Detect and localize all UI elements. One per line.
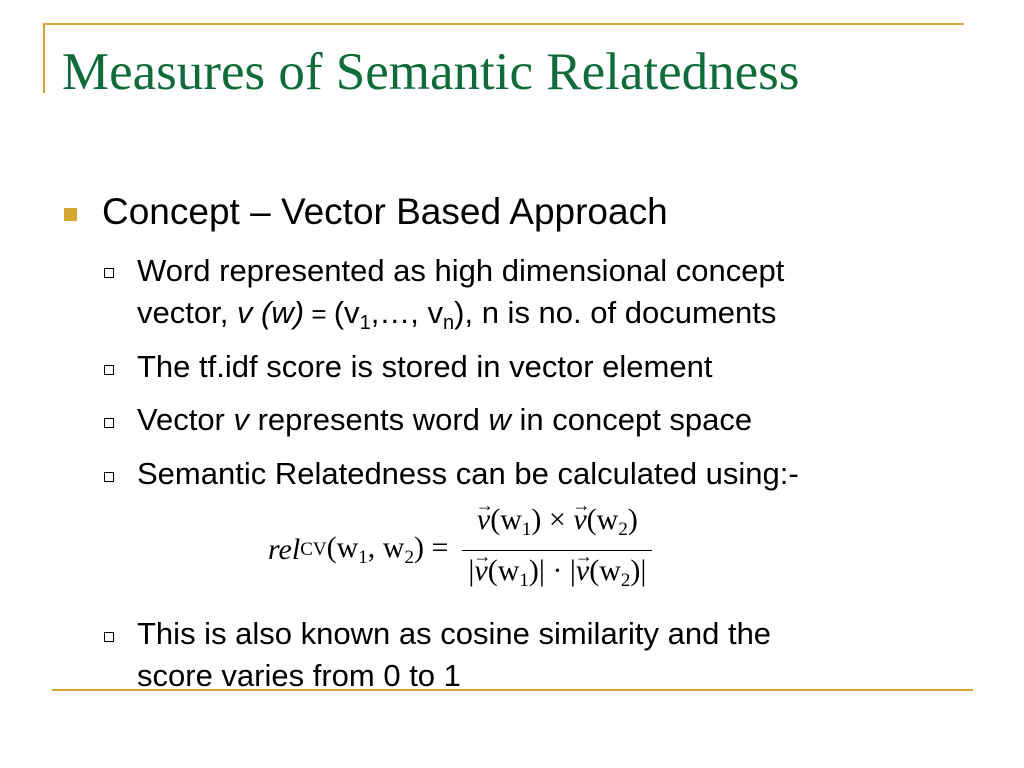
bottom-rule — [52, 689, 973, 691]
text-run: (w — [326, 531, 359, 564]
text-run-italic: v — [233, 402, 249, 437]
vector-symbol: → v — [576, 551, 589, 591]
bullet-line-1: This is also known as cosine similarity and the — [137, 616, 772, 651]
text-run: (w — [589, 553, 621, 587]
bullet-line-2 — [137, 292, 784, 335]
formula-numerator — [471, 500, 644, 550]
text-run-italic: w — [488, 402, 511, 437]
hollow-square-bullet-icon — [104, 472, 114, 482]
text-run: = — [304, 299, 334, 329]
hollow-square-bullet-icon — [104, 418, 114, 428]
subscript: 1 — [519, 569, 529, 591]
frame-left-rule — [43, 23, 45, 93]
text-run: (w — [586, 502, 619, 536]
text-run: Vector — [137, 402, 234, 437]
text-run: ) × — [531, 502, 574, 536]
text-run: ), n is no. of documents — [454, 295, 777, 330]
text-run-italic: v (w) — [236, 295, 305, 330]
text-run: , w — [367, 531, 405, 564]
main-point: Concept – Vector Based Approach — [102, 191, 668, 232]
text-run: )| — [630, 553, 647, 587]
subscript: 2 — [404, 547, 414, 568]
text-run: (w — [490, 502, 522, 536]
bullet-cosine-similarity — [137, 613, 771, 697]
bullet-word-representation — [137, 250, 784, 335]
text-run: ) = — [413, 531, 449, 564]
subscript: 2 — [618, 518, 628, 540]
formula-denominator — [462, 551, 652, 601]
formula-lhs-args — [327, 531, 449, 569]
formula-fraction — [462, 500, 652, 601]
bullet-tfidf: The tf.idf score is stored in vector element — [137, 349, 713, 384]
subscript: 1 — [358, 547, 368, 568]
vector-symbol: → v — [573, 500, 586, 540]
bullet-vector-space — [137, 399, 752, 441]
relatedness-formula — [268, 502, 652, 595]
text-run: ,…, v — [370, 295, 444, 330]
formula-lhs-sub: CV — [300, 539, 327, 560]
subscript: 1 — [521, 518, 532, 540]
text-run: (v — [333, 295, 360, 330]
hollow-square-bullet-icon — [104, 268, 114, 278]
text-run: in concept space — [510, 402, 753, 437]
formula-lhs-name: rel — [268, 533, 301, 566]
text-run: represents word — [249, 402, 489, 437]
text-run: | — [468, 553, 475, 587]
bullet-line-1: Word represented as high dimensional concept — [137, 253, 785, 288]
bullet-line-2: score varies from 0 to 1 — [137, 658, 461, 693]
bullet-semantic-relatedness: Semantic Relatedness can be calculated using:- — [137, 456, 799, 491]
subscript: 1 — [359, 312, 371, 334]
text-run: vector, — [137, 295, 237, 330]
text-run: )| · | — [528, 553, 576, 587]
text-run: (w — [487, 553, 520, 587]
subscript: 2 — [620, 569, 631, 591]
slide-title: Measures of Semantic Relatedness — [62, 43, 800, 101]
hollow-square-bullet-icon — [104, 632, 114, 642]
subscript: n — [443, 312, 455, 334]
text-run: ) — [627, 502, 638, 536]
hollow-square-bullet-icon — [104, 365, 114, 375]
frame-top-rule — [43, 23, 964, 25]
vector-symbol: → v — [474, 551, 487, 591]
vector-symbol: → v — [477, 500, 490, 540]
square-bullet-icon — [64, 208, 77, 221]
